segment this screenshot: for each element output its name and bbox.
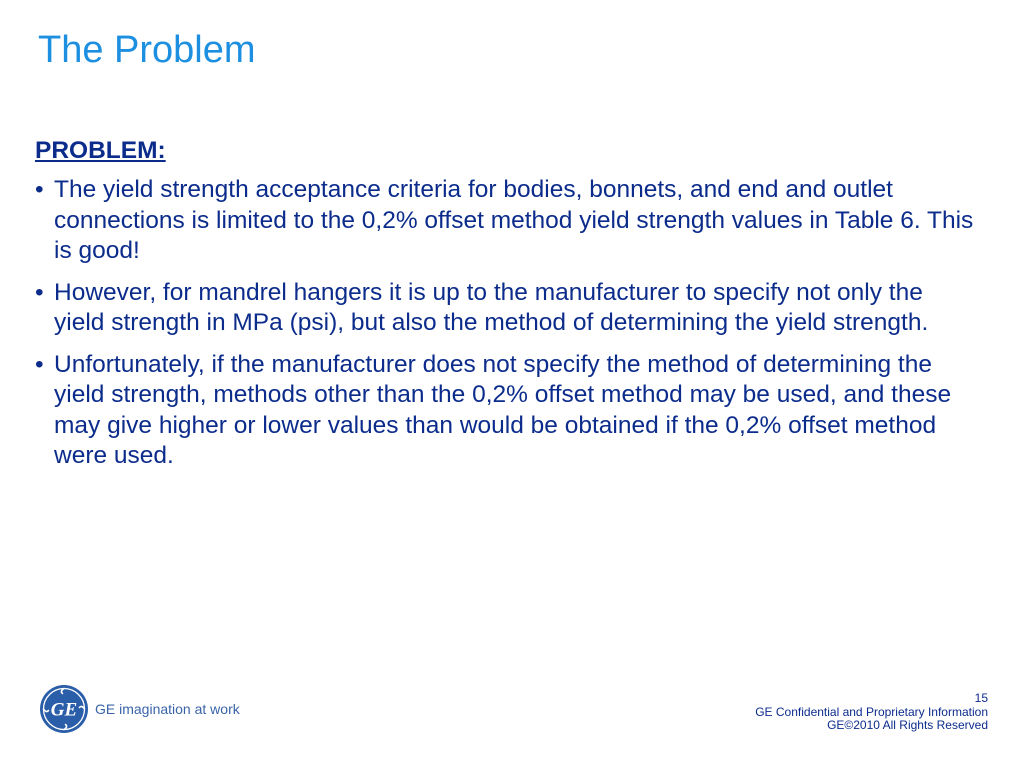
slide-content — [35, 136, 975, 483]
bullet-marker: • — [35, 278, 44, 306]
ge-monogram-letters: GE — [50, 699, 78, 721]
slide-title: The Problem — [38, 29, 256, 71]
ge-monogram-icon — [39, 684, 89, 734]
ge-logo — [39, 684, 240, 734]
bullet-marker: • — [35, 350, 44, 378]
copyright-notice: GE©2010 All Rights Reserved — [827, 718, 988, 732]
bullet-text: The yield strength acceptance criteria for bodies, bonnets, and end and outlet connections is limited to the 0,2% offset method yield strength values in Table 6. This is good! — [54, 176, 974, 264]
bullet-item — [35, 278, 975, 339]
bullet-text: Unfortunately, if the manufacturer does not specify the method of determining the yield strength, methods other than the 0,2% offset method may be used, and these may give higher or lower values than would be obtained if the 0,2% offset method were used. — [54, 350, 952, 469]
bullet-list — [35, 175, 975, 472]
problem-heading: PROBLEM: — [35, 137, 166, 164]
confidential-notice: GE Confidential and Proprietary Information — [755, 704, 988, 719]
bullet-marker: • — [35, 176, 44, 203]
bullet-item — [35, 175, 975, 267]
bullet-text: However, for mandrel hangers it is up to the manufacturer to specify not only the yield strength in MPa (psi), but also the method of determining the yield strength. — [54, 278, 929, 336]
footer-info — [755, 692, 988, 733]
bullet-item — [35, 350, 975, 472]
page-number: 15 — [974, 691, 988, 705]
tagline: GE imagination at work — [95, 701, 240, 717]
